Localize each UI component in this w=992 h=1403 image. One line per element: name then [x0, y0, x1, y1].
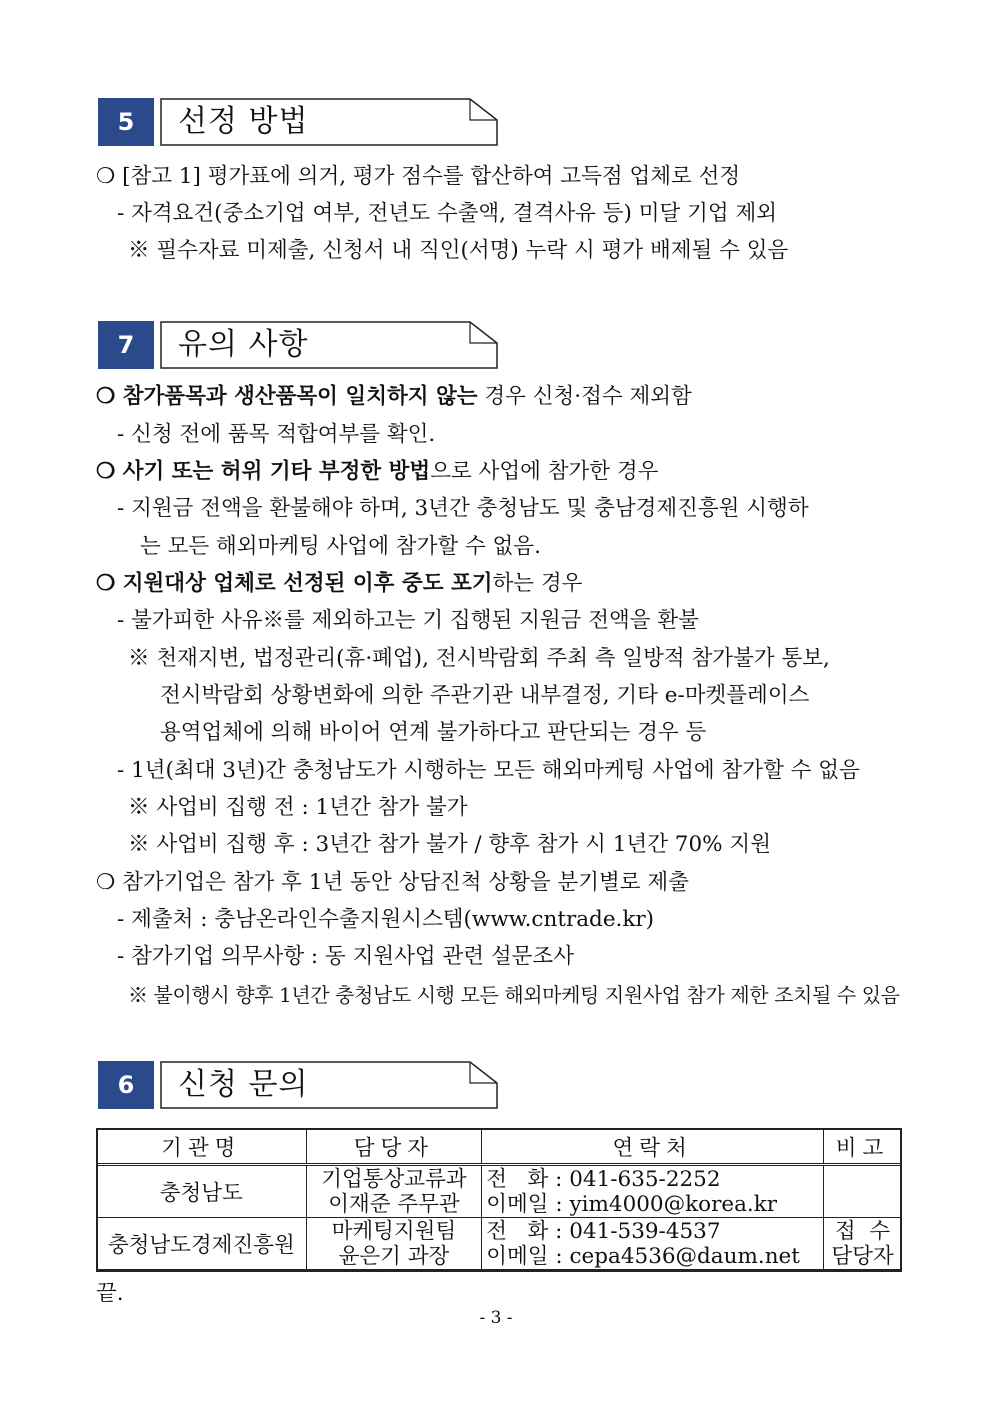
page-number: - 3 - [479, 1308, 513, 1328]
header-org: 기관명 [97, 1129, 307, 1165]
table-row [97, 1218, 902, 1270]
section-title: 신청 문의 [178, 1067, 309, 1102]
note-cell [824, 1218, 902, 1270]
phone-text: 전 화 : 041-539-4537 [486, 1218, 721, 1244]
s7-sub: - 신청 전에 품목 적합여부를 확인. [117, 422, 436, 447]
s5-line-3: ※ 필수자료 미제출, 신청서 내 직인(서명) 누락 시 평가 배제될 수 있음 [128, 238, 789, 263]
org-cell: 충청남도 [97, 1165, 307, 1218]
s7-note: ※ 사업비 집행 후 : 3년간 참가 불가 / 향후 참가 시 1년간 70% 지원 [128, 832, 771, 857]
header-person: 담당자 [306, 1129, 482, 1165]
section-number: 6 [98, 1061, 154, 1109]
person-dept: 마케팅지원팀 [331, 1218, 457, 1244]
person-cell [306, 1165, 482, 1218]
table-header-row [97, 1129, 902, 1165]
s7-note: ※ 천재지변, 법정관리(휴·폐업), 전시박람회 주최 측 일방적 참가불가 통보, [128, 646, 830, 671]
section-title: 유의 사항 [178, 327, 309, 362]
contact-cell [482, 1218, 824, 1270]
contact-table [96, 1128, 902, 1270]
org-cell: 충청남도경제진흥원 [97, 1218, 307, 1270]
bold-text: ❍ 지원대상 업체로 선정된 이후 중도 포기 [96, 571, 493, 596]
header-note: 비고 [824, 1129, 902, 1165]
s7-sub: - 참가기업 의무사항 : 동 지원사업 관련 설문조사 [117, 944, 574, 969]
section-heading-7 [98, 321, 500, 369]
note-line: 담당자 [831, 1243, 894, 1269]
s5-line-2: - 자격요건(중소기업 여부, 전년도 수출액, 결격사유 등) 미달 기업 제외 [117, 201, 777, 226]
person-dept: 기업통상교류과 [321, 1166, 467, 1192]
bold-text: ❍ 사기 또는 허위 기타 부정한 방법 [96, 459, 431, 484]
s7-bullet-4: ❍ 참가기업은 참가 후 1년 동안 상담진척 상황을 분기별로 제출 [96, 870, 689, 895]
s7-bullet-1 [96, 382, 692, 412]
note-line: 접 수 [834, 1218, 891, 1244]
end-mark: 끝. [96, 1281, 124, 1306]
s7-bullet-3 [96, 569, 582, 599]
plain-text: 하는 경우 [492, 571, 583, 596]
table-row [97, 1165, 902, 1218]
s7-sub: - 1년(최대 3년)간 충청남도가 시행하는 모든 해외마케팅 사업에 참가할 수 없음 [117, 758, 860, 783]
bold-text: ❍ 참가품목과 생산품목이 일치하지 않는 [96, 384, 478, 409]
section-number: 5 [98, 98, 154, 146]
s7-sub: - 불가피한 사유※를 제외하고는 기 집행된 지원금 전액을 환불 [117, 608, 699, 633]
s7-note-cont: 전시박람회 상황변화에 의한 주관기관 내부결정, 기타 e-마켓플레이스 [160, 683, 810, 708]
s7-bullet-2 [96, 457, 658, 487]
section-heading-5 [98, 98, 500, 146]
plain-text: 으로 사업에 참가한 경우 [430, 459, 659, 484]
section-number: 7 [98, 321, 154, 369]
header-contact: 연락처 [482, 1129, 824, 1165]
s7-note-cont: 용역업체에 의해 바이어 연계 불가하다고 판단되는 경우 등 [160, 720, 707, 745]
note-cell [824, 1165, 902, 1218]
s7-note: ※ 사업비 집행 전 : 1년간 참가 불가 [128, 795, 468, 820]
person-name: 이재준 주무관 [328, 1191, 460, 1217]
s7-sub: - 지원금 전액을 환불해야 하며, 3년간 충청남도 및 충남경제진흥원 시행하 [117, 496, 809, 521]
phone-text: 전 화 : 041-635-2252 [486, 1166, 721, 1192]
s7-sub-cont: 는 모든 해외마케팅 사업에 참가할 수 없음. [140, 534, 541, 559]
section-title: 선정 방법 [178, 104, 309, 139]
email-text: 이메일 : yim4000@korea.kr [486, 1191, 778, 1217]
person-cell [306, 1218, 482, 1270]
section-heading-6 [98, 1061, 500, 1109]
person-name: 윤은기 과장 [338, 1243, 450, 1269]
s5-line-1: ❍ [참고 1] 평가표에 의거, 평가 점수를 합산하여 고득점 업체로 선정 [96, 164, 741, 189]
contact-cell [482, 1165, 824, 1218]
plain-text: 경우 신청·접수 제외함 [477, 384, 692, 409]
s7-note: ※ 불이행시 향후 1년간 충청남도 시행 모든 해외마케팅 지원사업 참가 제한 조치될 수 있음 [128, 983, 900, 1007]
email-text: 이메일 : cepa4536@daum.net [486, 1243, 800, 1269]
s7-sub: - 제출처 : 충남온라인수출지원시스템(www.cntrade.kr) [117, 907, 655, 932]
